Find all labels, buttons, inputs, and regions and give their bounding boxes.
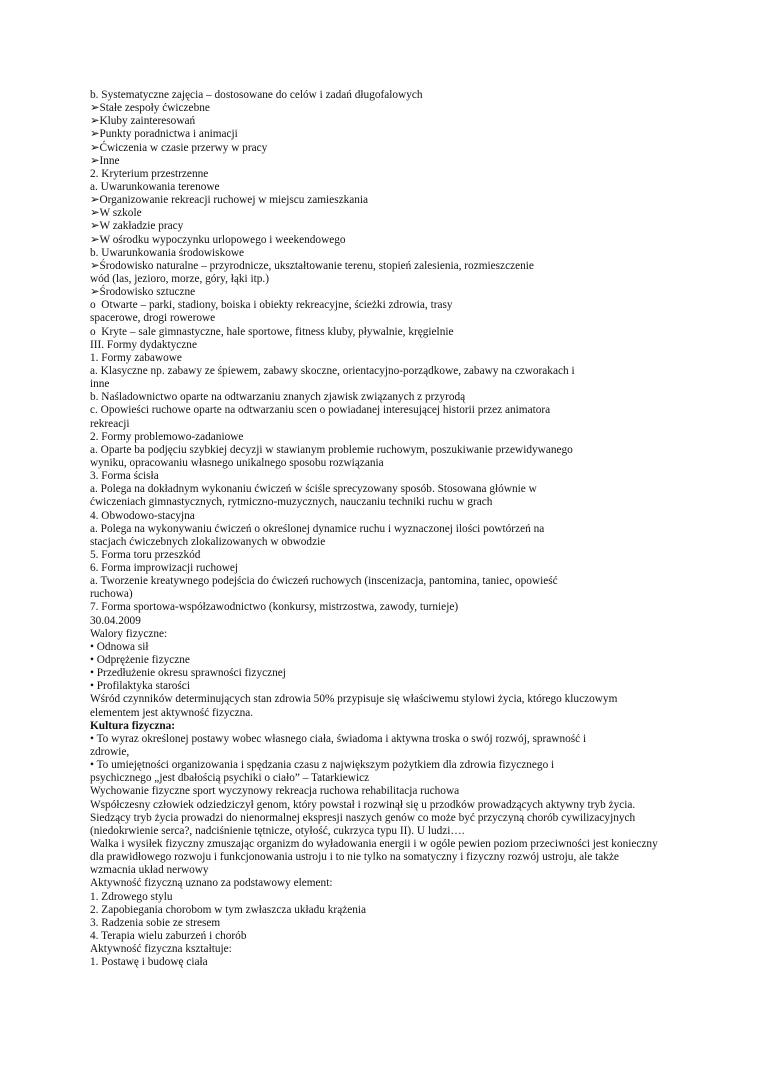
text-line: 1. Zdrowego stylu [90, 890, 173, 903]
text-line: ➢W szkole [90, 207, 142, 220]
text-line: rekreacji [90, 417, 130, 430]
text-line: • Przedłużenie okresu sprawności fizycznej [90, 667, 286, 680]
text-line: ➢Kluby zainteresowań [90, 115, 196, 128]
text-line: a. Tworzenie kreatywnego podejścia do ćwiczeń ruchowych (inscenizacja, pantomina, taniec, opowieść [90, 575, 558, 588]
text-line: wyniku, opracowaniu własnego unikalnego sposobu rozwiązania [90, 456, 384, 469]
text-line: ➢Środowisko sztuczne [90, 286, 196, 299]
text-line: 2. Kryterium przestrzenne [90, 167, 209, 180]
text-line: ćwiczeniach gimnastycznych, rytmiczno-muzycznych, nauczaniu techniki ruchu w grach [90, 496, 493, 509]
text-line: 3. Forma ścisła [90, 470, 159, 483]
text-line: stacjach ćwiczebnych zlokalizowanych w obwodzie [90, 535, 326, 548]
text-line: ➢Punkty poradnictwa i animacji [90, 128, 238, 141]
text-line: ➢W ośrodku wypoczynku urlopowego i weekendowego [90, 233, 346, 246]
text-line: Siedzący tryb życia prowadzi do nienormalnej ekspresji naszych genów co może być przyczyną chorób cywilizacyjnych [90, 811, 636, 824]
text-line: III. Formy dydaktyczne [90, 338, 197, 351]
text-line: o Kryte – sale gimnastyczne, hale sportowe, fitness kluby, pływalnie, kręgielnie [90, 325, 454, 338]
text-line: Wśród czynników determinujących stan zdrowia 50% przypisuje się właściwemu stylowi życia, którego kluczowym [90, 693, 618, 706]
text-line: a. Klasyczne np. zabawy ze śpiewem, zabawy skoczne, orientacyjno-porządkowe, zabawy na czworakach i [90, 364, 575, 377]
text-line: ➢W zakładzie pracy [90, 220, 184, 233]
text-line: 2. Formy problemowo-zadaniowe [90, 430, 244, 443]
text-line: ruchowa) [90, 588, 133, 601]
document-page [90, 89, 690, 969]
text-line: zdrowie, [90, 746, 130, 759]
text-line: ➢Inne [90, 154, 120, 167]
text-line: a. Uwarunkowania terenowe [90, 180, 220, 193]
text-line: o Otwarte – parki, stadiony, boiska i obiekty rekreacyjne, ścieżki zdrowia, trasy [90, 299, 453, 312]
text-line: 7. Forma sportowa-współzawodnictwo (konkursy, mistrzostwa, zawody, turnieje) [90, 601, 459, 614]
text-line: Aktywność fizyczną uznano za podstawowy element: [90, 877, 333, 890]
text-line: b. Naśladownictwo oparte na odtwarzaniu znanych zjawisk związanych z przyrodą [90, 391, 466, 404]
section-heading: Kultura fizyczna: [90, 719, 176, 732]
text-line: Walory fizyczne: [90, 627, 168, 640]
text-line: 3. Radzenia sobie ze stresem [90, 916, 221, 929]
text-line: dla prawidłowego rozwoju i funkcjonowania ustroju i to nie tylko na somatyczny i fizyczny rozwój ustroju, ale także [90, 851, 619, 864]
text-line: ➢Środowisko naturalne – przyrodnicze, ukształtowanie terenu, stopień zalesienia, rozmieszczenie [90, 259, 534, 272]
text-line: • Odnowa sił [90, 640, 149, 653]
text-line: Wychowanie fizyczne sport wyczynowy rekreacja ruchowa rehabilitacja ruchowa [90, 785, 460, 798]
text-line: b. Uwarunkowania środowiskowe [90, 246, 245, 259]
text-line: a. Oparte ba podjęciu szybkiej decyzji w stawianym problemie ruchowym, poszukiwanie przewidywanego [90, 443, 573, 456]
text-line: wód (las, jezioro, morze, góry, łąki itp.) [90, 272, 270, 285]
text-line: • To wyraz określonej postawy wobec własnego ciała, świadoma i aktywna troska o swój rozwój, sprawność i [90, 732, 587, 745]
text-line: psychicznego „jest dbałością psychiki o ciało” – Tatarkiewicz [90, 772, 370, 785]
text-line: Współczesny człowiek odziedziczył genom, który powstał i rozwinął się u przodków prowadzących aktywny tryb życia. [90, 798, 636, 811]
text-line: spacerowe, drogi rowerowe [90, 312, 216, 325]
text-line: c. Opowieści ruchowe oparte na odtwarzaniu scen o powiadanej interesującej historii przez animatora [90, 404, 551, 417]
text-line: a. Polega na wykonywaniu ćwiczeń o określonej dynamice ruchu i wyznaczonej ilości powtórzeń na [90, 522, 545, 535]
text-line: b. Systematyczne zajęcia – dostosowane do celów i zadań długofalowych [90, 89, 423, 101]
text-line: ➢Ćwiczenia w czasie przerwy w pracy [90, 141, 268, 154]
text-line: Aktywność fizyczna kształtuje: [90, 943, 232, 956]
text-line: 30.04.2009 [90, 614, 141, 627]
text-line: • Profilaktyka starości [90, 680, 190, 693]
text-line: Walka i wysiłek fizyczny zmuszając organizm do wyładowania energii i w ogóle pewien poziom przeciwności jest konieczny [90, 838, 658, 851]
text-line: 6. Forma improwizacji ruchowej [90, 562, 239, 575]
text-line: 4. Terapia wielu zaburzeń i chorób [90, 930, 247, 942]
text-line: • Odprężenie fizyczne [90, 654, 190, 667]
text-line: 2. Zapobiegania chorobom w tym zwłaszcza układu krążenia [90, 903, 367, 916]
text-line: 4. Obwodowo-stacyjna [90, 509, 195, 522]
text-line: wzmacnia układ nerwowy [90, 864, 209, 877]
text-line: a. Polega na dokładnym wykonaniu ćwiczeń w ściśle sprecyzowany sposób. Stosowana głównie w [90, 483, 537, 496]
text-line: ➢Stałe zespoły ćwiczebne [90, 102, 210, 115]
text-line: inne [90, 378, 110, 391]
text-line: 1. Postawę i budowę ciała [90, 956, 208, 969]
text-line: (niedokrwienie serca?, nadciśnienie tętnicze, otyłość, cukrzyca typu II). U ludzi…. [90, 824, 465, 837]
text-line: 1. Formy zabawowe [90, 351, 182, 364]
text-line: 5. Forma toru przeszkód [90, 548, 201, 561]
text-line: • To umiejętności organizowania i spędzania czasu z największym pożytkiem dla zdrowia fizycznego i [90, 759, 555, 772]
text-line: elementem jest aktywność fizyczna. [90, 706, 254, 719]
text-line: ➢Organizowanie rekreacji ruchowej w miejscu zamieszkania [90, 194, 369, 207]
